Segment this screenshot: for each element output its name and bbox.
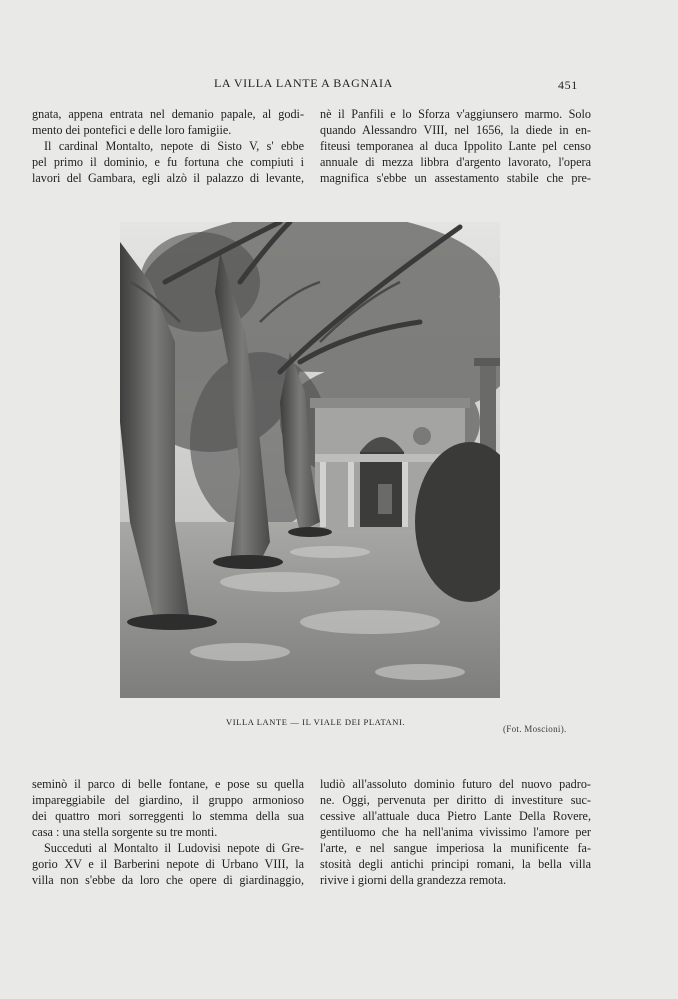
text-line: quando Alessandro VIII, nel 1656, la diede in en- (320, 123, 591, 137)
text-line: magnifica s'ebbe un assestamento stabile che pre- (320, 171, 591, 185)
text-line: ludiò all'assoluto dominio futuro del nuovo padro- (320, 777, 591, 791)
text-line: gorio XV e il Barberini nepote di Urbano VIII, la (32, 857, 304, 871)
text-line: gentiluomo che ha nell'anima vivissimo l'amore per (320, 825, 591, 839)
text-line: annuale di mezza libbra d'argento lavorato, l'opera (320, 155, 591, 169)
text-line: cessive all'attuale duca Pietro Lante Della Rovere, (320, 809, 591, 823)
figure-caption: VILLA LANTE — IL VIALE DEI PLATANI. (226, 717, 406, 727)
text-line: seminò il parco di belle fontane, e pose su quella (32, 777, 304, 791)
page-number: 451 (558, 78, 578, 92)
text-column-bottom-right (320, 776, 591, 888)
text-line: Succeduti al Montalto il Ludovisi nepote di Gre- (44, 841, 304, 855)
text-line: dei quattro mori sorreggenti lo stemma della sua (32, 809, 304, 823)
text-line: impareggiabile del giardino, il gruppo armonioso (32, 793, 304, 807)
text-line: Il cardinal Montalto, nepote di Sisto V, s' ebbe (44, 139, 304, 153)
text-line: mento dei pontefici e delle loro famigiie. (32, 123, 232, 137)
photograph-viale-dei-platani (120, 222, 500, 698)
running-head (0, 76, 678, 92)
text-column-bottom-left (32, 776, 304, 888)
text-line: l'arte, e nel sangue imperiosa la munificente fa- (320, 841, 591, 855)
text-line: pel primo il dominio, e fu fortuna che compiuti i (32, 155, 304, 169)
text-line: gnata, appena entrata nel demanio papale, al godi- (32, 107, 304, 121)
text-line: villa non s'ebbe da loro che opere di giardinaggio, (32, 873, 304, 887)
text-line: fiteusi temporanea al duca Ippolito Lante pel censo (320, 139, 591, 153)
text-line: ne. Oggi, pervenuta per diritto di investiture suc- (320, 793, 591, 807)
text-column-top-right (320, 106, 591, 186)
text-line: rivive i giorni della grandezza remota. (320, 873, 507, 887)
photo-credit: (Fot. Moscioni). (503, 724, 567, 734)
text-line: casa : una stella sorgente su tre monti. (32, 825, 218, 839)
running-title: LA VILLA LANTE A BAGNAIA (214, 76, 393, 90)
text-column-top-left (32, 106, 304, 186)
text-line: stosità degli antichi principi romani, la bella villa (320, 857, 591, 871)
text-line: lavori del Gambara, egli alzò il palazzo di levante, (32, 171, 304, 185)
text-line: nè il Panfili e lo Sforza v'aggiunsero marmo. Solo (320, 107, 591, 121)
